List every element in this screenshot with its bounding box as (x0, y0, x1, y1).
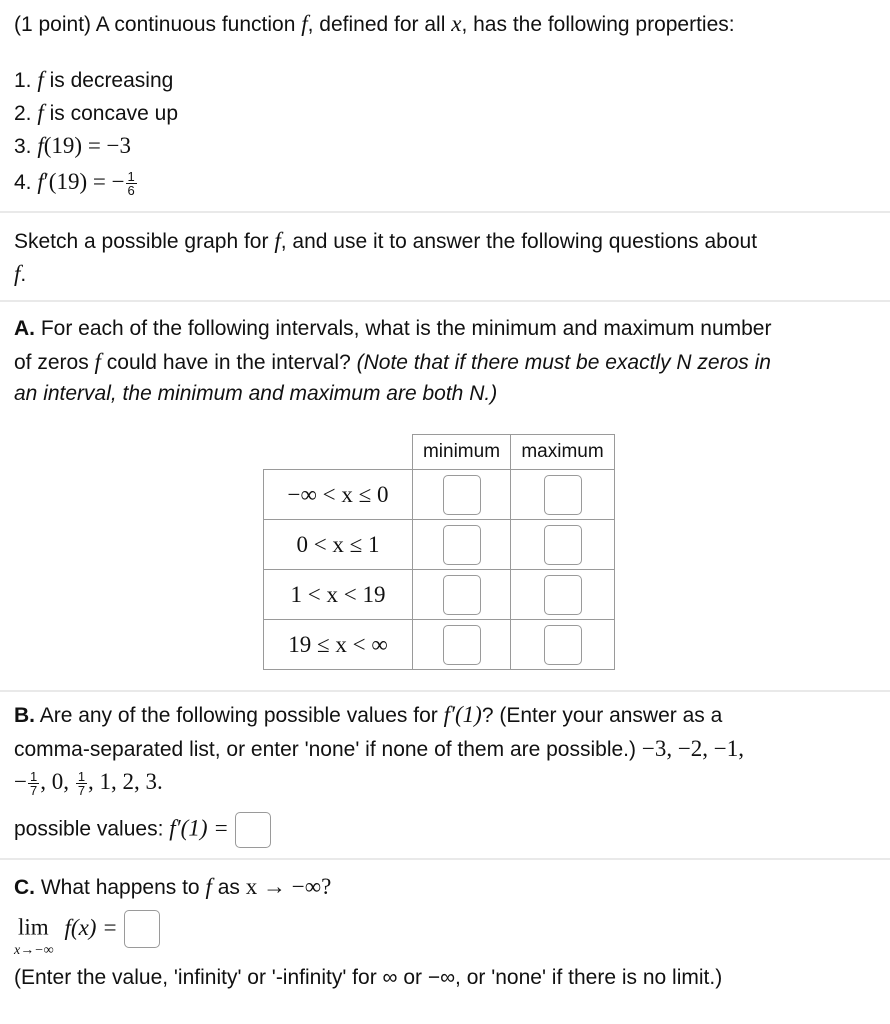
partB-values: − $\frac{1}{7}$ , 0, $\frac{1}{7}$ , 1, 2, 3. (14, 768, 163, 798)
limit-subscript: x→−∞ (14, 943, 54, 958)
minimum-input-row2[interactable] (443, 525, 481, 565)
minimum-input-row4[interactable] (443, 625, 481, 665)
interval-label: 19 ≤ x < ∞ (264, 620, 413, 670)
partB-question: B. Are any of the following possible values for f′(1)? (Enter your answer as a (14, 702, 723, 727)
limit-expression: lim f(x) = (18, 910, 160, 948)
limit-input[interactable] (124, 910, 160, 948)
partC-instruction: (Enter the value, 'infinity' or '-infinity' for ∞ or −∞, or 'none' if there is no limit.) (14, 966, 723, 989)
problem-intro: (1 point) A continuous function f, defined for all x, has the following properties: (14, 11, 735, 36)
column-header-maximum: maximum (511, 435, 615, 470)
property-4: 4. f′(19) = − $\frac{1}{6}$ (14, 168, 135, 198)
partA-question: A. For each of the following intervals, what is the minimum and maximum number (14, 317, 772, 340)
sketch-instruction-end: f. (14, 261, 27, 286)
table-corner (264, 435, 413, 470)
fraction-one-seventh: $\frac{1}{7}$ (29, 768, 38, 798)
divider (0, 690, 890, 692)
partA-note: an interval, the minimum and maximum are both N.) (14, 382, 498, 405)
maximum-input-row1[interactable] (544, 475, 582, 515)
divider (0, 211, 890, 213)
minimum-input-row1[interactable] (443, 475, 481, 515)
sketch-instruction: Sketch a possible graph for f, and use it to answer the following questions about (14, 228, 758, 253)
interval-label: 0 < x ≤ 1 (264, 520, 413, 570)
fraction-one-seventh: $\frac{1}{7}$ (77, 768, 86, 798)
property-1: 1. f is decreasing (14, 67, 174, 92)
minimum-input-row3[interactable] (443, 575, 481, 615)
partC-question: C. What happens to f as x → −∞? (14, 874, 332, 899)
table-row (264, 620, 615, 670)
maximum-input-row3[interactable] (544, 575, 582, 615)
zeros-table (263, 434, 615, 670)
possible-values-input[interactable] (235, 812, 271, 848)
property-3: 3. f(19) = −3 (14, 133, 132, 158)
divider (0, 858, 890, 860)
partA-question-2: of zeros f could have in the interval? (Note that if there must be exactly N zeros in (14, 349, 771, 374)
maximum-input-row4[interactable] (544, 625, 582, 665)
maximum-input-row2[interactable] (544, 525, 582, 565)
points-label: (1 point) (14, 13, 92, 36)
divider (0, 300, 890, 302)
partB-answer-row: possible values: f′(1) = (14, 812, 271, 848)
column-header-minimum: minimum (413, 435, 511, 470)
fraction-one-sixth: $\frac{1}{6}$ (127, 168, 135, 198)
table-row (264, 470, 615, 520)
interval-label: 1 < x < 19 (264, 570, 413, 620)
property-2: 2. f is concave up (14, 100, 178, 125)
table-row (264, 520, 615, 570)
interval-label: −∞ < x ≤ 0 (264, 470, 413, 520)
partB-question-2: comma-separated list, or enter 'none' if none of them are possible.) −3, −2, −1, (14, 736, 745, 761)
table-row (264, 570, 615, 620)
